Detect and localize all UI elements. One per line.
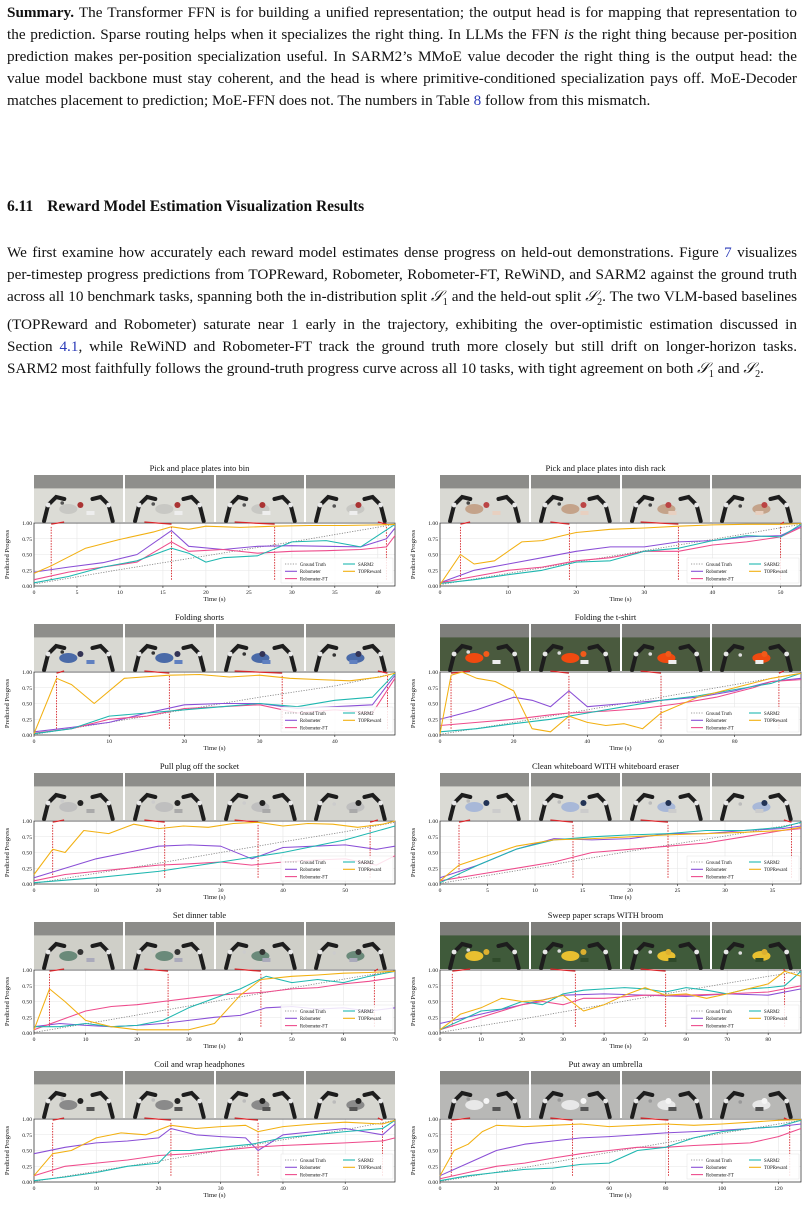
legend-label: TOPReward: [358, 1017, 382, 1023]
y-tick-label: 1.00: [22, 1117, 32, 1124]
y-tick-label: 0.75: [428, 685, 438, 692]
x-tick-label: 30: [217, 1186, 224, 1192]
x-tick-label: 50: [342, 888, 349, 894]
progress-panel: [408, 761, 803, 907]
progress-plot: [408, 1059, 803, 1205]
progress-panel: [408, 612, 803, 758]
x-tick-label: 0: [438, 590, 442, 596]
legend-label: Robometer: [706, 719, 727, 725]
x-tick-label: 80: [765, 1037, 771, 1043]
x-tick-label: 30: [560, 1037, 566, 1043]
y-axis-label: Predicted Progress: [410, 827, 417, 878]
x-tick-label: 35: [332, 590, 338, 596]
progress-plot: [2, 612, 397, 758]
x-tick-label: 0: [438, 888, 442, 894]
panel-title: Pick and place plates into bin: [149, 463, 250, 473]
y-tick-label: 0.25: [428, 1164, 438, 1171]
legend-label: TOPReward: [764, 1017, 788, 1023]
x-tick-label: 20: [181, 739, 188, 745]
x-axis-label: Time (s): [203, 596, 226, 603]
legend-label: TOPReward: [358, 1166, 382, 1172]
legend-label: Robometer-FT: [300, 1024, 328, 1030]
y-tick-label: 0.00: [428, 584, 438, 591]
legend-label: Ground Truth: [706, 1158, 732, 1164]
x-tick-label: 20: [203, 590, 209, 596]
legend-label: Robometer: [300, 719, 321, 725]
y-tick-label: 0.75: [22, 685, 32, 692]
progress-panel: [2, 761, 397, 907]
y-tick-label: 0.50: [428, 850, 438, 857]
panel-title: Folding the t-shirt: [574, 612, 637, 622]
legend-label: Robometer: [300, 868, 321, 874]
legend-label: Robometer-FT: [300, 1173, 328, 1179]
x-tick-label: 40: [332, 739, 338, 745]
y-tick-label: 0.50: [22, 999, 32, 1006]
x-tick-label: 20: [573, 590, 580, 596]
x-tick-label: 25: [246, 590, 252, 596]
x-tick-label: 20: [627, 888, 633, 894]
x-tick-label: 5: [75, 590, 79, 596]
x-tick-label: 30: [289, 590, 295, 596]
x-tick-label: 60: [658, 739, 664, 745]
x-tick-label: 10: [82, 1037, 89, 1043]
y-tick-label: 0.25: [22, 1015, 32, 1022]
y-tick-label: 0.00: [22, 1180, 32, 1187]
x-tick-label: 10: [505, 590, 511, 596]
legend-label: Robometer: [706, 570, 727, 576]
progress-plot: [2, 463, 397, 609]
legend-label: TOPReward: [358, 868, 382, 874]
y-axis-label: Predicted Progress: [410, 1125, 417, 1176]
table-reference-link[interactable]: 8: [473, 92, 482, 109]
summary-paragraph: Summary. The Transformer FFN is for building a unified representation; the output head is for mapping that representation to the prediction. Sparse routing helps when it specializes the right thing. In LLMs the FFN is the right thing because per-position prediction makes per-position specialization useful. In SARM2’s MMoE value decoder the right thing is the output head: the value model backbone must stay coherent, and the head is where primitive-conditioned specialization pays off. MoE-Decoder matches placement to prediction; MoE-FFN does not. The numbers in Table 8 follow from this mismatch.: [7, 4, 797, 109]
section-number: 6.11: [7, 198, 34, 215]
x-tick-label: 20: [155, 1186, 162, 1192]
x-tick-label: 40: [280, 888, 286, 894]
legend-label: Robometer-FT: [706, 577, 734, 583]
x-tick-label: 20: [519, 1037, 525, 1043]
y-tick-label: 0.00: [22, 882, 32, 889]
x-tick-label: 35: [769, 888, 776, 894]
panel-title: Folding shorts: [175, 612, 224, 622]
legend-label: Robometer: [300, 1017, 321, 1023]
legend-label: SARM2: [764, 1009, 780, 1015]
legend-label: Ground Truth: [300, 562, 326, 568]
x-axis-label: Time (s): [609, 745, 632, 752]
section-title: Reward Model Estimation Visualization Results: [47, 198, 365, 215]
legend-label: SARM2: [358, 1009, 374, 1015]
legend-label: TOPReward: [358, 719, 382, 725]
y-tick-label: 0.50: [22, 1148, 32, 1155]
legend-label: SARM2: [764, 562, 780, 568]
x-tick-label: 50: [642, 1037, 648, 1043]
x-tick-label: 0: [32, 888, 36, 894]
legend-label: Ground Truth: [706, 1009, 732, 1015]
y-tick-label: 1.00: [428, 1117, 438, 1124]
x-tick-label: 15: [579, 888, 586, 894]
y-tick-label: 0.50: [428, 552, 438, 559]
legend-label: Ground Truth: [300, 711, 326, 717]
x-tick-label: 30: [217, 888, 224, 894]
y-tick-label: 0.75: [22, 1132, 32, 1139]
x-axis-label: Time (s): [609, 894, 632, 901]
x-tick-label: 60: [340, 1037, 347, 1043]
y-axis-label: Predicted Progress: [4, 976, 11, 1027]
legend-label: TOPReward: [764, 719, 788, 725]
y-tick-label: 1.00: [22, 521, 32, 528]
legend-label: TOPReward: [764, 570, 788, 576]
y-tick-label: 0.00: [428, 882, 438, 889]
y-tick-label: 0.75: [428, 1132, 438, 1139]
panel-title: Pick and place plates into dish rack: [545, 463, 666, 473]
y-axis-label: Predicted Progress: [410, 529, 417, 580]
y-tick-label: 0.25: [428, 568, 438, 575]
y-tick-label: 0.50: [22, 701, 32, 708]
x-tick-label: 40: [601, 1037, 607, 1043]
legend-label: Ground Truth: [300, 860, 326, 866]
legend-label: SARM2: [764, 711, 780, 717]
x-axis-label: Time (s): [609, 1043, 632, 1050]
legend-label: Ground Truth: [706, 860, 732, 866]
y-axis-label: Predicted Progress: [4, 1125, 11, 1176]
panel-title: Clean whiteboard WITH whiteboard eraser: [531, 761, 680, 771]
series-line-robometer: [34, 1124, 395, 1154]
legend-label: Ground Truth: [706, 711, 732, 717]
section-reference-link[interactable]: 4.1: [59, 338, 79, 356]
x-tick-label: 40: [237, 1037, 244, 1043]
y-tick-label: 1.00: [428, 819, 438, 826]
legend-label: Robometer-FT: [706, 726, 734, 732]
y-tick-label: 0.00: [428, 1031, 438, 1038]
x-tick-label: 15: [160, 590, 166, 596]
y-tick-label: 0.50: [22, 850, 32, 857]
x-tick-label: 40: [375, 590, 381, 596]
panel-title: Sweep paper scraps WITH broom: [547, 910, 664, 920]
x-tick-label: 0: [32, 590, 36, 596]
y-tick-label: 1.00: [22, 968, 32, 975]
panel-title: Pull plug off the socket: [159, 761, 240, 771]
legend-label: Robometer: [706, 1166, 727, 1172]
y-axis-label: Predicted Progress: [4, 678, 11, 729]
y-tick-label: 0.25: [22, 568, 32, 575]
x-tick-label: 30: [256, 739, 263, 745]
y-tick-label: 0.75: [22, 834, 32, 841]
x-tick-label: 30: [641, 590, 648, 596]
progress-plot: [2, 761, 397, 907]
x-tick-label: 0: [438, 739, 442, 745]
x-axis-label: Time (s): [203, 1043, 226, 1050]
y-tick-label: 0.75: [428, 834, 438, 841]
x-tick-label: 40: [280, 1186, 286, 1192]
x-tick-label: 20: [493, 1186, 500, 1192]
progress-plot: [408, 612, 803, 758]
y-tick-label: 0.50: [22, 552, 32, 559]
panel-title: Put away an umbrella: [568, 1059, 643, 1069]
y-tick-label: 0.25: [428, 866, 438, 873]
x-tick-label: 60: [606, 1186, 613, 1192]
legend-label: Robometer: [706, 1017, 727, 1023]
y-tick-label: 0.25: [22, 866, 32, 873]
progress-panel: [408, 910, 803, 1056]
y-tick-label: 1.00: [428, 968, 438, 975]
x-tick-label: 20: [510, 739, 517, 745]
y-tick-label: 0.25: [428, 1015, 438, 1022]
x-tick-label: 80: [731, 739, 738, 745]
x-tick-label: 70: [392, 1037, 398, 1043]
x-tick-label: 70: [724, 1037, 730, 1043]
x-tick-label: 20: [134, 1037, 140, 1043]
y-tick-label: 1.00: [428, 670, 438, 677]
legend-label: Robometer: [706, 868, 727, 874]
x-tick-label: 80: [662, 1186, 669, 1192]
y-tick-label: 0.25: [428, 717, 438, 724]
y-axis-label: Predicted Progress: [410, 678, 417, 729]
x-tick-label: 100: [717, 1186, 727, 1192]
progress-panel: [2, 910, 397, 1056]
frame-connector: [374, 969, 378, 971]
x-tick-label: 120: [774, 1186, 783, 1192]
x-axis-label: Time (s): [203, 1192, 226, 1199]
x-tick-label: 10: [106, 739, 113, 745]
x-axis-label: Time (s): [609, 1192, 632, 1199]
legend-label: Ground Truth: [300, 1158, 326, 1164]
legend-label: Robometer-FT: [300, 726, 328, 732]
x-tick-label: 10: [117, 590, 123, 596]
x-axis-label: Time (s): [203, 894, 226, 901]
y-tick-label: 0.25: [22, 1164, 32, 1171]
y-axis-label: Predicted Progress: [4, 827, 11, 878]
x-tick-label: 40: [584, 739, 591, 745]
y-tick-label: 1.00: [22, 819, 32, 826]
x-tick-label: 0: [32, 1037, 36, 1043]
x-tick-label: 40: [709, 590, 716, 596]
summary-lead: Summary.: [7, 4, 75, 21]
y-tick-label: 0.75: [428, 983, 438, 990]
legend-label: Robometer: [300, 570, 321, 576]
x-tick-label: 25: [674, 888, 681, 894]
legend-label: Ground Truth: [706, 562, 732, 568]
y-tick-label: 0.50: [428, 701, 438, 708]
x-tick-label: 10: [93, 888, 100, 894]
x-tick-label: 0: [32, 1186, 36, 1192]
figure-reference-link[interactable]: 7: [724, 244, 732, 261]
legend-label: Robometer-FT: [300, 875, 328, 881]
y-tick-label: 0.00: [428, 1180, 438, 1187]
x-tick-label: 10: [478, 1037, 484, 1043]
y-tick-label: 0.75: [428, 536, 438, 543]
legend-label: SARM2: [358, 562, 374, 568]
legend-label: TOPReward: [764, 868, 788, 874]
legend-label: SARM2: [358, 1158, 374, 1164]
y-axis-label: Predicted Progress: [410, 976, 417, 1027]
legend-label: TOPReward: [358, 570, 382, 576]
y-tick-label: 0.00: [22, 733, 32, 740]
progress-panel: [2, 1059, 397, 1205]
panel-title: Coil and wrap headphones: [154, 1059, 245, 1069]
x-axis-label: Time (s): [609, 596, 632, 603]
legend-label: Robometer: [300, 1166, 321, 1172]
legend-label: Robometer-FT: [706, 1024, 734, 1030]
x-tick-label: 0: [438, 1186, 442, 1192]
x-tick-label: 30: [722, 888, 728, 894]
x-tick-label: 50: [342, 1186, 349, 1192]
panel-title: Set dinner table: [172, 910, 227, 920]
x-tick-label: 0: [438, 1037, 442, 1043]
legend-label: Ground Truth: [300, 1009, 326, 1015]
legend-label: SARM2: [764, 860, 780, 866]
y-tick-label: 1.00: [428, 521, 438, 528]
x-tick-label: 50: [289, 1037, 295, 1043]
x-tick-label: 10: [532, 888, 538, 894]
x-tick-label: 40: [550, 1186, 556, 1192]
progress-panel: [408, 1059, 803, 1205]
legend-label: SARM2: [764, 1158, 780, 1164]
y-tick-label: 1.00: [22, 670, 32, 677]
legend-label: SARM2: [358, 711, 374, 717]
progress-plot: [408, 463, 803, 609]
x-tick-label: 0: [32, 739, 36, 745]
y-tick-label: 0.50: [428, 999, 438, 1006]
y-tick-label: 0.25: [22, 717, 32, 724]
progress-plot: [2, 1059, 397, 1205]
y-tick-label: 0.75: [22, 536, 32, 543]
section-heading: [7, 198, 364, 216]
body-paragraph: We first examine how accurately each reward model estimates dense progress on held-out demonstrations. Figure 7 visualizes per-timestep progress predictions from TOPReward, Robometer, Robometer-FT, ReWiND, and SARM2 against the ground truth across all 10 benchmark tasks, spanning both the in-distribution split 𝒮$_1$ and the held-out split 𝒮$_2$. The two VLM-based baselines (TOPReward and Robometer) saturate near 1 early in the trajectory, exhibiting the over-optimistic estimation discussed in Section 4.1, while ReWiND and Robometer-FT track the ground truth more closely but still drift on longer-horizon tasks. SARM2 most faithfully follows the ground-truth progress curve across all 10 tasks, with tight agreement on both 𝒮$_1$ and 𝒮$_2$.: [7, 244, 797, 381]
progress-panel: [2, 463, 397, 609]
y-tick-label: 0.50: [428, 1148, 438, 1155]
progress-plot: [408, 761, 803, 907]
progress-plot: [2, 910, 397, 1056]
progress-plot: [408, 910, 803, 1056]
y-tick-label: 0.00: [22, 1031, 32, 1038]
progress-panel: [2, 612, 397, 758]
legend-label: TOPReward: [764, 1166, 788, 1172]
y-tick-label: 0.75: [22, 983, 32, 990]
legend-label: Robometer-FT: [706, 875, 734, 881]
x-tick-label: 60: [683, 1037, 689, 1043]
x-tick-label: 50: [777, 590, 784, 596]
y-tick-label: 0.00: [428, 733, 438, 740]
x-tick-label: 30: [185, 1037, 192, 1043]
progress-panel: [408, 463, 803, 609]
x-axis-label: Time (s): [203, 745, 226, 752]
legend-label: SARM2: [358, 860, 374, 866]
x-tick-label: 5: [486, 888, 489, 894]
x-tick-label: 10: [93, 1186, 100, 1192]
legend-label: Robometer-FT: [300, 577, 328, 583]
y-tick-label: 0.00: [22, 584, 32, 591]
legend-label: Robometer-FT: [706, 1173, 734, 1179]
x-tick-label: 20: [155, 888, 162, 894]
y-axis-label: Predicted Progress: [4, 529, 11, 580]
